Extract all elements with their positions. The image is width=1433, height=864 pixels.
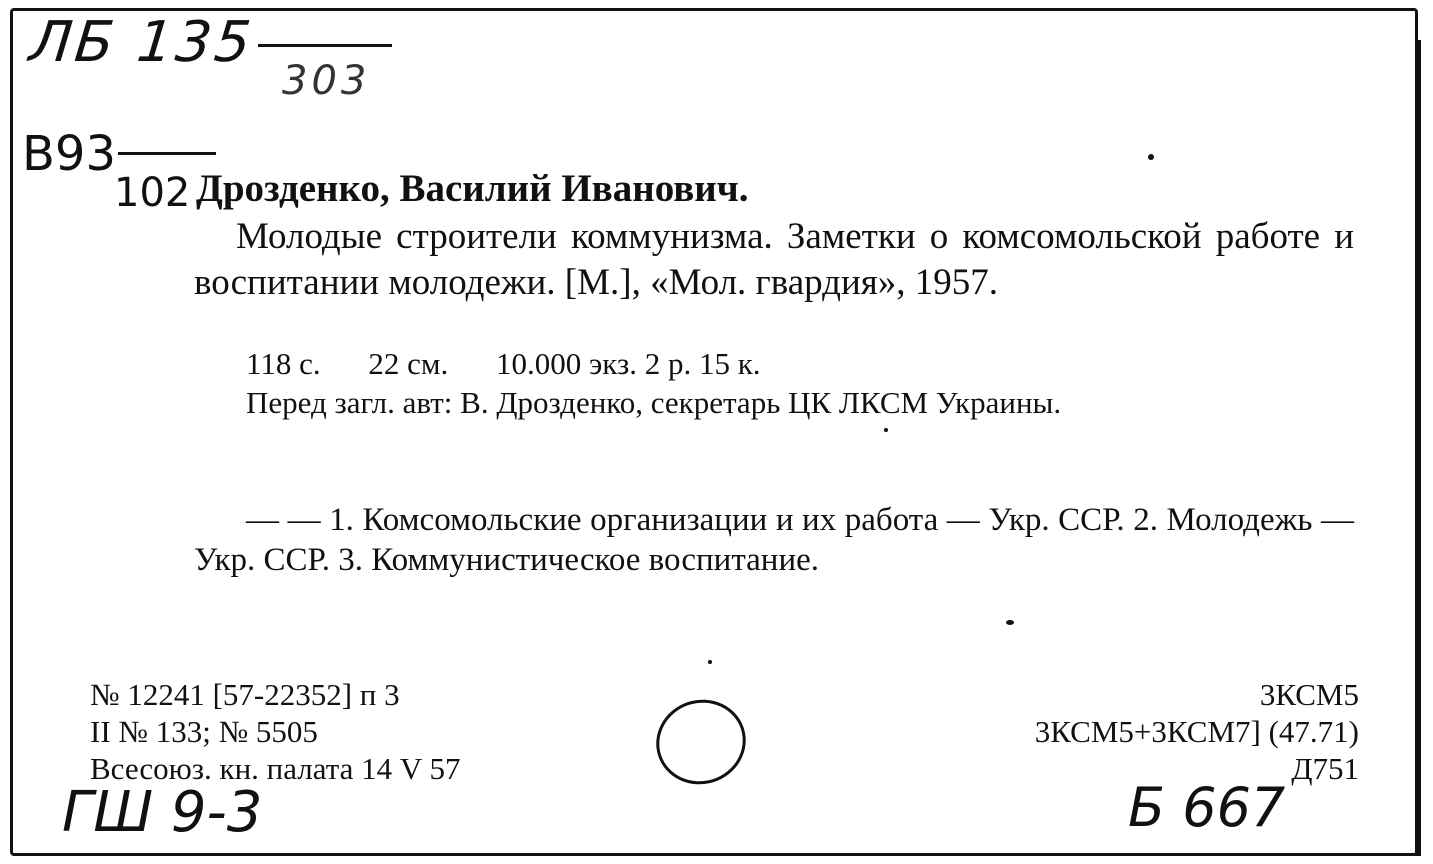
handwritten-shelfmark-sub: 303	[282, 58, 371, 104]
registration-line-1: № 12241 [57-22352] п 3	[90, 677, 400, 712]
classification-line-2: 3КСМ5+3КСМ7] (47.71)	[1034, 714, 1359, 749]
collation-line	[246, 346, 801, 382]
print-run-price: 10.000 экз. 2 р. 15 к.	[496, 346, 761, 381]
classification-line-3: Д751	[1291, 751, 1359, 786]
ink-speck	[1148, 154, 1154, 160]
handwritten-bottom-left: ГШ 9-3	[62, 780, 263, 845]
size: 22 см.	[368, 346, 449, 381]
classification-block	[1035, 676, 1359, 787]
subject-headings: — — 1. Комсомольские организации и их работа — Укр. ССР. 2. Молодежь — Укр. ССР. 3. Коммунистическое воспитание.	[194, 502, 1354, 578]
author-heading: Дрозденко, Василий Иванович.	[196, 167, 749, 210]
registration-line-3: Всесоюз. кн. палата 14 V 57	[90, 751, 461, 786]
classification-line-1: 3КСМ5	[1259, 677, 1359, 712]
ink-speck	[1006, 620, 1014, 625]
ink-speck	[884, 428, 888, 432]
pages: 118 с.	[246, 346, 321, 381]
ink-speck	[708, 660, 712, 664]
handwritten-class-number: 102	[114, 170, 191, 216]
card-edge-shadow	[1415, 40, 1421, 856]
handwritten-bottom-right: Б 667	[1128, 776, 1286, 839]
handwritten-shelfmark: ЛБ 135	[26, 10, 257, 75]
handwritten-classmark: В93	[22, 126, 117, 182]
title-statement: Молодые строители коммунизма. Заметки о комсомольской работе и воспитании молодежи. [М.], «Мол. гвардия», 1957.	[194, 216, 1354, 303]
shelfmark-fraction-line	[258, 44, 392, 47]
registration-line-2: II № 133; № 5505	[90, 714, 318, 749]
author-note: Перед загл. авт: В. Дрозденко, секретарь ЦК ЛКСМ Украины.	[246, 385, 1062, 420]
classmark-fraction-line	[118, 152, 216, 155]
registration-block	[90, 676, 460, 787]
